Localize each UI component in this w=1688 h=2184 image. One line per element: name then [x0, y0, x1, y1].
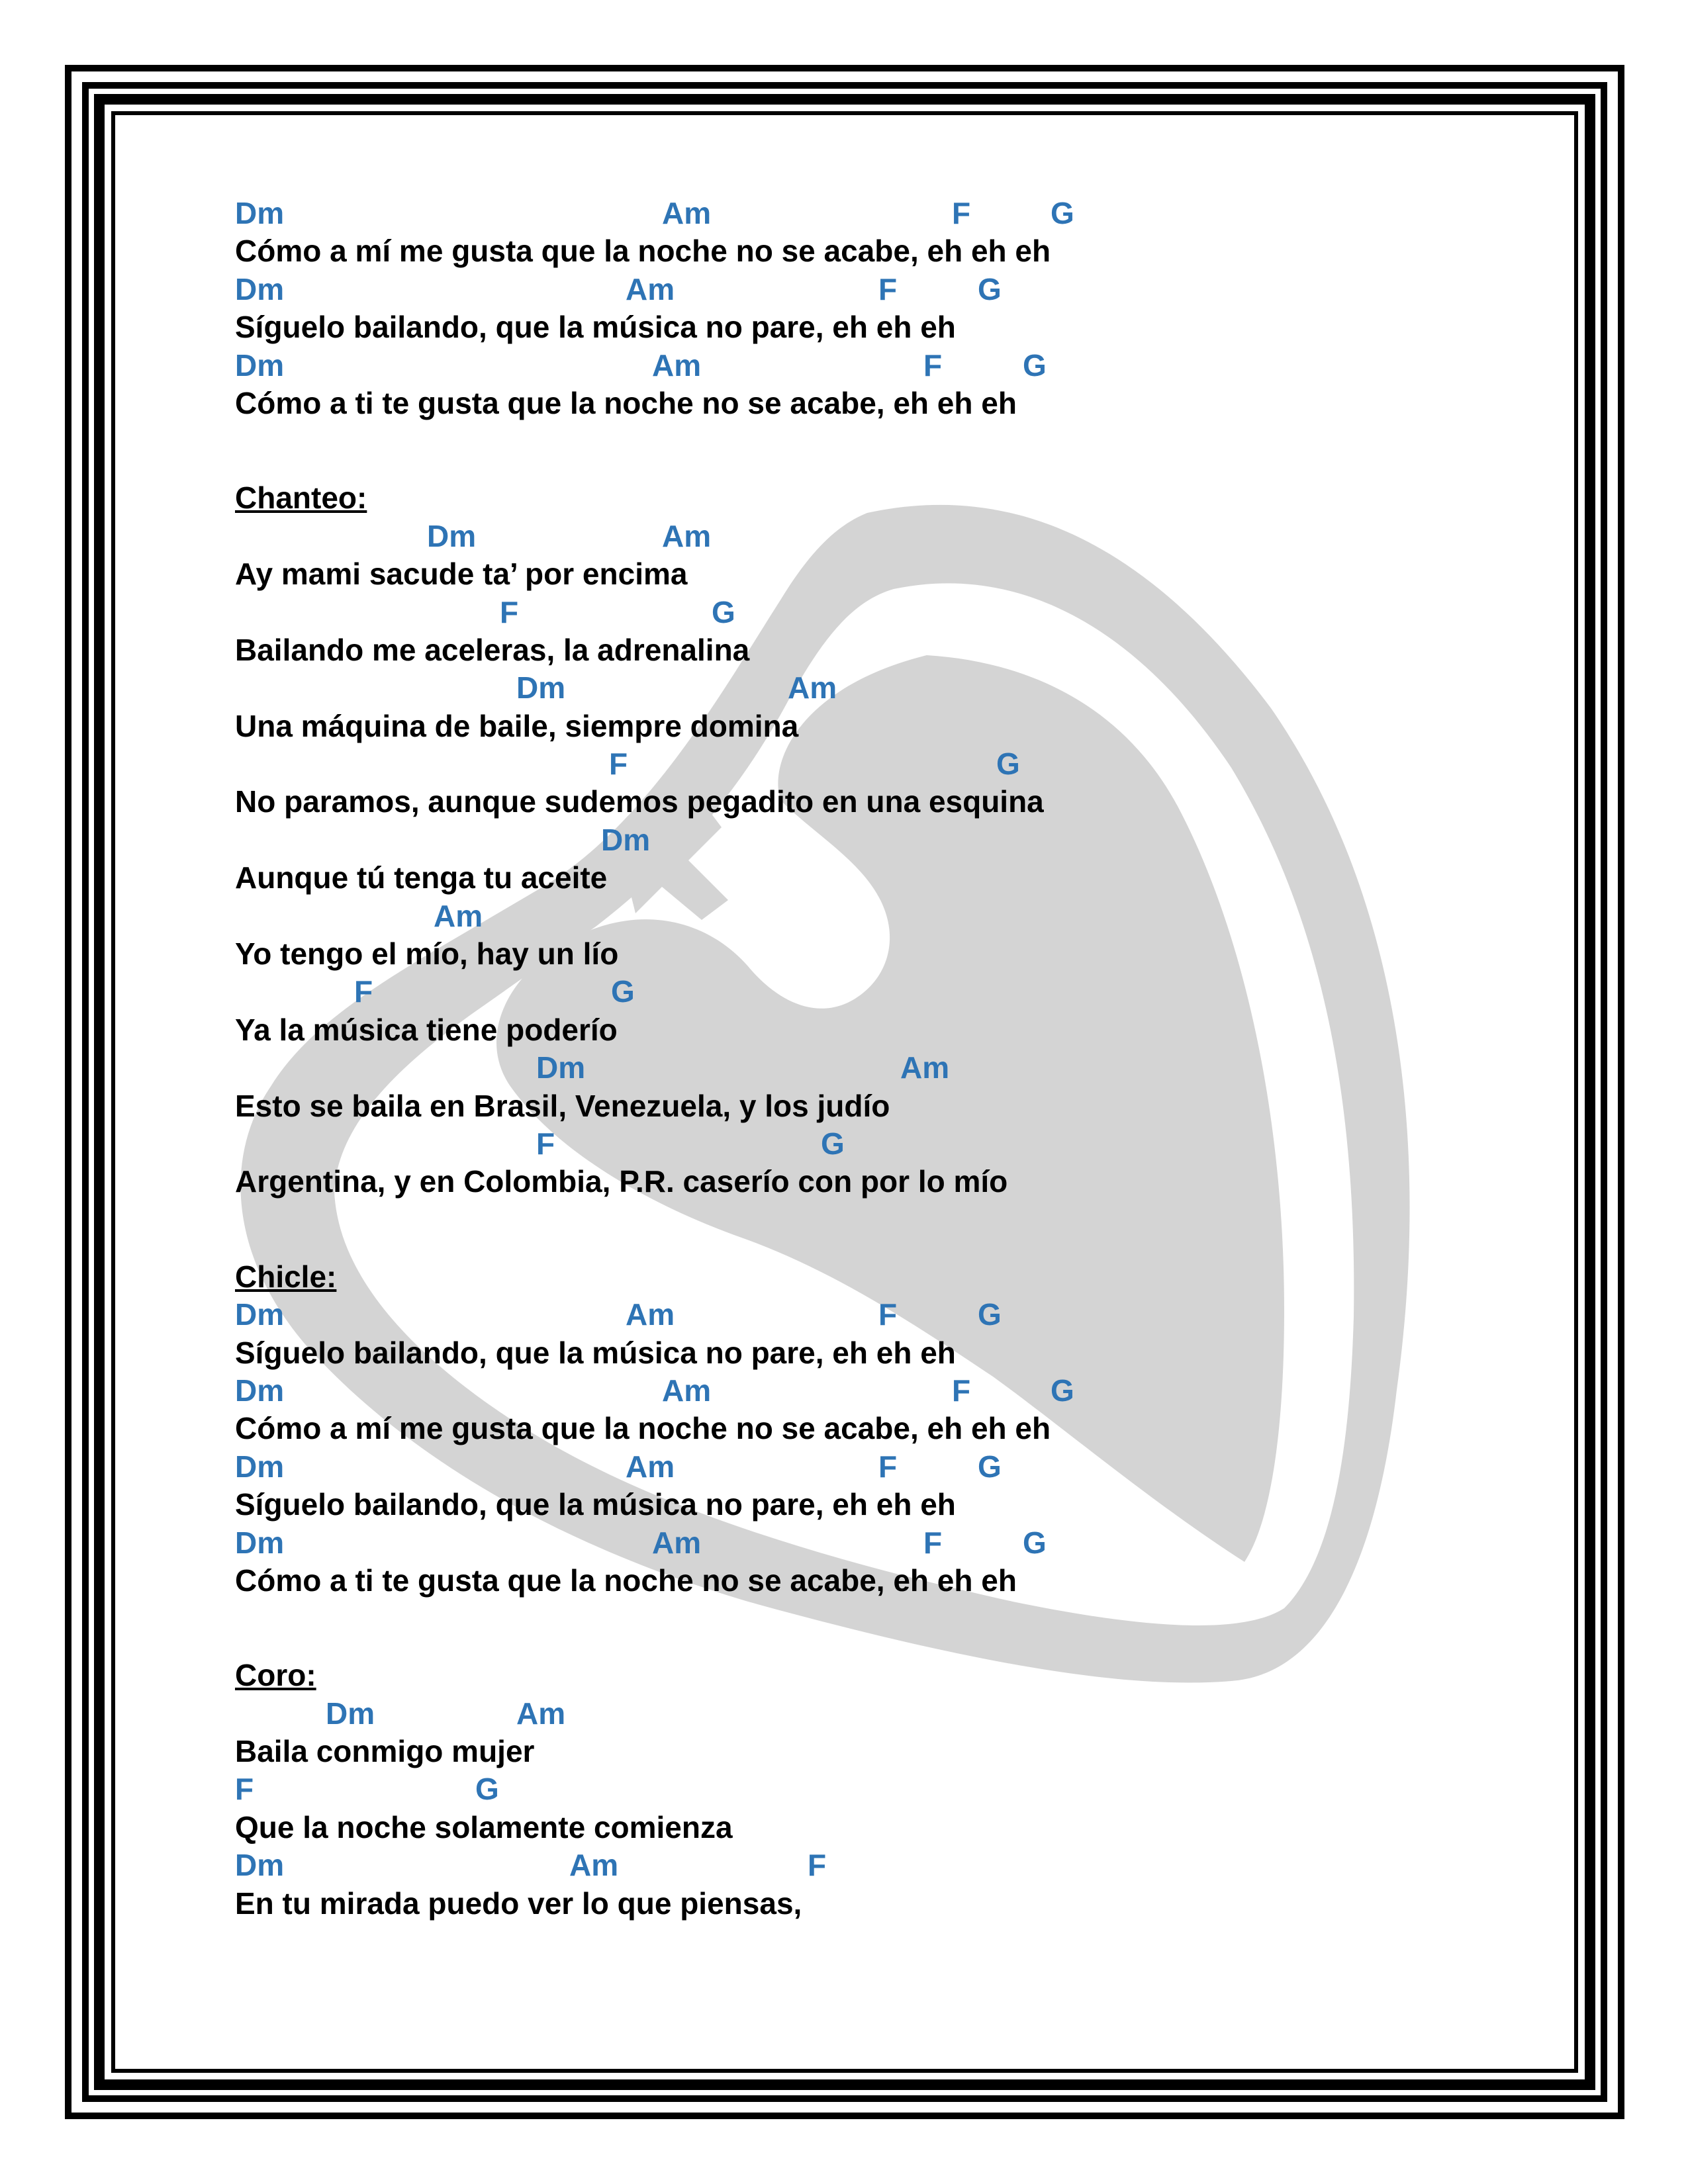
- chord-label: Dm: [235, 196, 285, 230]
- chord-line: [235, 1770, 1526, 1808]
- chord-label: Dm: [235, 1525, 285, 1560]
- chord-label: Dm: [235, 1373, 285, 1408]
- section-heading: Chanteo:: [235, 480, 367, 516]
- chord-line: [235, 821, 1526, 859]
- chord-label: Am: [662, 518, 712, 553]
- chord-label: Dm: [601, 822, 651, 857]
- chord-label: Dm: [235, 1449, 285, 1484]
- lyric-line: No paramos, aunque sudemos pegadito en una esquina: [235, 784, 1044, 819]
- chord-label: G: [978, 1297, 1002, 1332]
- chord-line: [235, 1049, 1526, 1087]
- section-gap: [235, 422, 1526, 479]
- chord-label: G: [475, 1772, 499, 1807]
- chord-label: F: [923, 347, 943, 383]
- chord-label: Dm: [235, 1848, 285, 1883]
- song-section: [235, 195, 1526, 422]
- song-section: [235, 1657, 1526, 1923]
- chord-label: Am: [652, 347, 702, 383]
- chord-label: Dm: [516, 670, 566, 705]
- lyric-line: Yo tengo el mío, hay un lío: [235, 936, 619, 972]
- chord-label: Am: [652, 1525, 702, 1560]
- lyric-line: Ay mami sacude ta’ por encima: [235, 557, 688, 592]
- chord-label: F: [536, 1126, 555, 1161]
- chord-line: [235, 1695, 1526, 1733]
- chord-line: [235, 1372, 1526, 1410]
- song-section: [235, 1258, 1526, 1600]
- chord-label: Am: [516, 1696, 566, 1731]
- chord-label: Am: [788, 670, 837, 705]
- chord-label: F: [952, 196, 971, 230]
- chord-label: Am: [626, 1449, 675, 1484]
- chord-label: Dm: [235, 1297, 285, 1332]
- chord-line: [235, 271, 1526, 308]
- chord-label: F: [235, 1772, 254, 1807]
- lyric-line: Una máquina de baile, siempre domina: [235, 708, 799, 743]
- chord-line: [235, 1296, 1526, 1334]
- chord-line: [235, 1846, 1526, 1884]
- section-heading: Coro:: [235, 1658, 316, 1693]
- chord-label: Am: [434, 898, 483, 933]
- chord-label: G: [611, 974, 635, 1009]
- chord-line: [235, 1448, 1526, 1486]
- lyric-line: Cómo a ti te gusta que la noche no se acabe, eh eh eh: [235, 385, 1017, 420]
- chord-label: Am: [626, 271, 675, 306]
- chord-line: [235, 669, 1526, 707]
- lyric-line: Síguelo bailando, que la música no pare, eh eh eh: [235, 1487, 956, 1522]
- chord-label: Dm: [235, 347, 285, 383]
- chord-label: G: [996, 747, 1020, 782]
- chord-label: G: [1051, 1373, 1074, 1408]
- lyric-line: Síguelo bailando, que la música no pare, eh eh eh: [235, 1335, 956, 1370]
- lyric-line: Síguelo bailando, que la música no pare, eh eh eh: [235, 310, 956, 345]
- chord-line: [235, 745, 1526, 783]
- lyric-line: Aunque tú tenga tu aceite: [235, 860, 608, 895]
- lyric-line: Cómo a mí me gusta que la noche no se acabe, eh eh eh: [235, 234, 1051, 269]
- chord-label: F: [952, 1373, 971, 1408]
- chord-label: Dm: [235, 271, 285, 306]
- chord-label: G: [1051, 196, 1074, 230]
- song-section: [235, 479, 1526, 1201]
- chord-label: Dm: [326, 1696, 375, 1731]
- lyric-line: Baila conmigo mujer: [235, 1734, 535, 1769]
- chord-label: G: [1023, 347, 1047, 383]
- chord-label: G: [712, 594, 735, 629]
- chord-line: [235, 195, 1526, 232]
- song-sheet: [235, 195, 1526, 1923]
- lyric-line: Bailando me aceleras, la adrenalina: [235, 632, 750, 667]
- section-heading: Chicle:: [235, 1259, 337, 1294]
- lyric-line: Ya la música tiene poderío: [235, 1012, 618, 1047]
- chord-line: [235, 347, 1526, 385]
- chord-label: Dm: [427, 518, 477, 553]
- lyric-line: Que la noche solamente comienza: [235, 1809, 733, 1844]
- chord-line: [235, 973, 1526, 1011]
- chord-line: [235, 518, 1526, 555]
- lyric-line: Argentina, y en Colombia, P.R. caserío con por lo mío: [235, 1164, 1008, 1199]
- chord-label: F: [923, 1525, 943, 1560]
- chord-label: Am: [569, 1848, 619, 1883]
- chord-line: [235, 1524, 1526, 1562]
- lyric-line: En tu mirada puedo ver lo que piensas,: [235, 1886, 802, 1921]
- chord-label: F: [878, 271, 898, 306]
- chord-label: G: [978, 1449, 1002, 1484]
- lyric-line: Cómo a ti te gusta que la noche no se acabe, eh eh eh: [235, 1563, 1017, 1598]
- chord-label: F: [500, 594, 519, 629]
- chord-label: G: [821, 1126, 845, 1161]
- chord-line: [235, 897, 1526, 935]
- chord-label: Dm: [536, 1050, 586, 1085]
- section-gap: [235, 1600, 1526, 1657]
- chord-label: G: [978, 271, 1002, 306]
- chord-label: G: [1023, 1525, 1047, 1560]
- lyric-line: Cómo a mí me gusta que la noche no se acabe, eh eh eh: [235, 1411, 1051, 1446]
- lyric-line: Esto se baila en Brasil, Venezuela, y los judío: [235, 1088, 890, 1123]
- chord-label: F: [878, 1449, 898, 1484]
- chord-label: F: [808, 1848, 827, 1883]
- chord-label: Am: [662, 1373, 712, 1408]
- chord-label: F: [354, 974, 373, 1009]
- chord-label: F: [878, 1297, 898, 1332]
- chord-label: Am: [626, 1297, 675, 1332]
- chord-label: Am: [662, 196, 712, 230]
- chord-label: F: [609, 747, 628, 782]
- chord-line: [235, 594, 1526, 631]
- chord-label: Am: [900, 1050, 950, 1085]
- chord-line: [235, 1125, 1526, 1163]
- section-gap: [235, 1201, 1526, 1258]
